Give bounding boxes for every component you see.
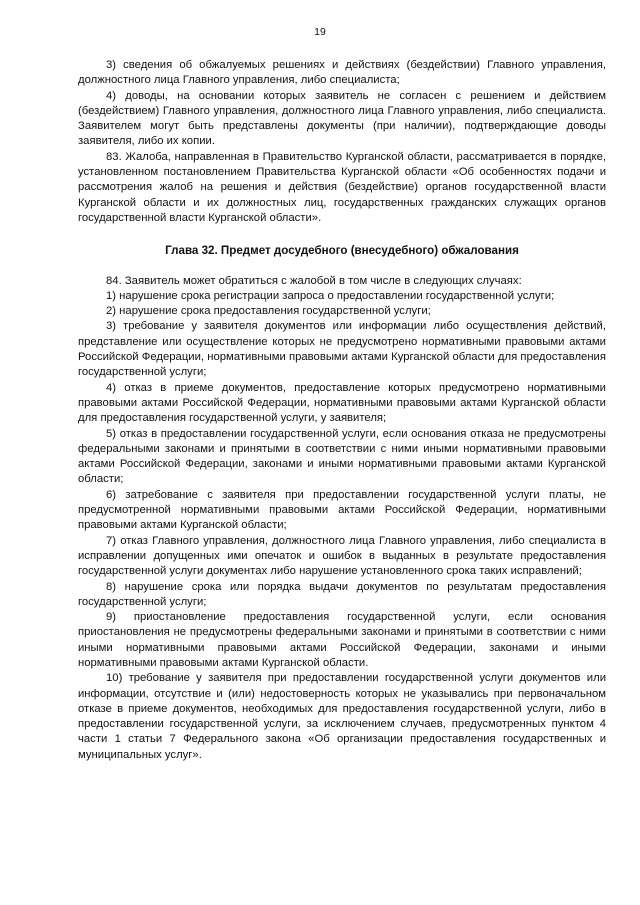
list-item-4: 4) отказ в приеме документов, предоставление которых предусмотрено нормативными правовыми актами Российской Федерации, нормативными правовыми актами Курганской области для предоставления государственной услуги, у заявителя;	[78, 381, 606, 425]
list-item-7: 7) отказ Главного управления, должностного лица Главного управления, либо специалиста в исправлении допущенных ими опечаток и ошибок в выданных в результате предоставления государственной услуги документах либо нарушение установленного срока таких исправлений;	[78, 534, 606, 578]
chapter-heading: Глава 32. Предмет досудебного (внесудебного) обжалования	[165, 244, 519, 258]
list-item-2: 2) нарушение срока предоставления государственной услуги;	[106, 305, 431, 318]
page-number: 19	[314, 26, 326, 38]
list-item-8: 8) нарушение срока или порядка выдачи документов по результатам предоставления государственной услуги;	[78, 580, 606, 608]
list-item-5: 5) отказ в предоставлении государственной услуги, если основания отказа не предусмотрены федеральными законами и принятыми в соответствии с ними иными нормативными правовыми актами Российской Федерации, законами и иными нормативными правовыми актами Курганской области;	[78, 427, 606, 486]
list-item-1: 1) нарушение срока регистрации запроса о предоставлении государственной услуги;	[106, 289, 555, 302]
paragraph-4-arguments: 4) доводы, на основании которых заявитель не согласен с решением и действием (бездействием) Главного управления, должностного лица Главного управления, либо специалиста. Заявителем могут быть представлены документы (при наличии), подтверждающие доводы заявителя, либо их копии.	[78, 89, 606, 148]
list-item-9: 9) приостановление предоставления государственной услуги, если основания приостановления не предусмотрены федеральными законами и принятыми в соответствии с ними иными нормативными правовыми актами Российской Федерации, законами и иными нормативными правовыми актами Курганской области.	[78, 611, 606, 669]
list-item-3: 3) требование у заявителя документов или информации либо осуществления действий, представление или осуществление которых не предусмотрено нормативными правовыми актами Российской Федерации, нормативными правовыми актами Курганской области для предоставления государственной услуги;	[78, 320, 606, 379]
paragraph-84-intro: 84. Заявитель может обратиться с жалобой в том числе в следующих случаях:	[106, 274, 522, 287]
list-item-6: 6) затребование с заявителя при предоставлении государственной услуги платы, не предусмотренной нормативными правовыми актами Российской Федерации, нормативными правовыми актами Курганской области;	[78, 488, 606, 532]
document-body	[78, 58, 606, 763]
paragraph-3-appealed-decisions: 3) сведения об обжалуемых решениях и действиях (бездействии) Главного управления, должностного лица Главного управления, либо специалиста;	[78, 59, 606, 87]
paragraph-83-complaint-to-government: 83. Жалоба, направленная в Правительство Курганской области, рассматривается в порядке, установленном постановлением Правительства Курганской области «Об особенностях подачи и рассмотрения жалоб на решения и действия (бездействие) органов государственной власти Курганской области и их должностных лиц, государственных гражданских служащих органов государственной власти Курганской области».	[78, 150, 606, 224]
list-item-10: 10) требование у заявителя при предоставлении государственной услуги документов или информации, отсутствие и (или) недостоверность которых не указывались при первоначальном отказе в приеме документов, необходимых для предоставления государственной услуги, либо в предоставлении государственной услуги, за исключением случаев, предусмотренных пунктом 4 части 1 статьи 7 Федерального закона «Об организации предоставления государственных и муниципальных услуг».	[78, 672, 606, 761]
